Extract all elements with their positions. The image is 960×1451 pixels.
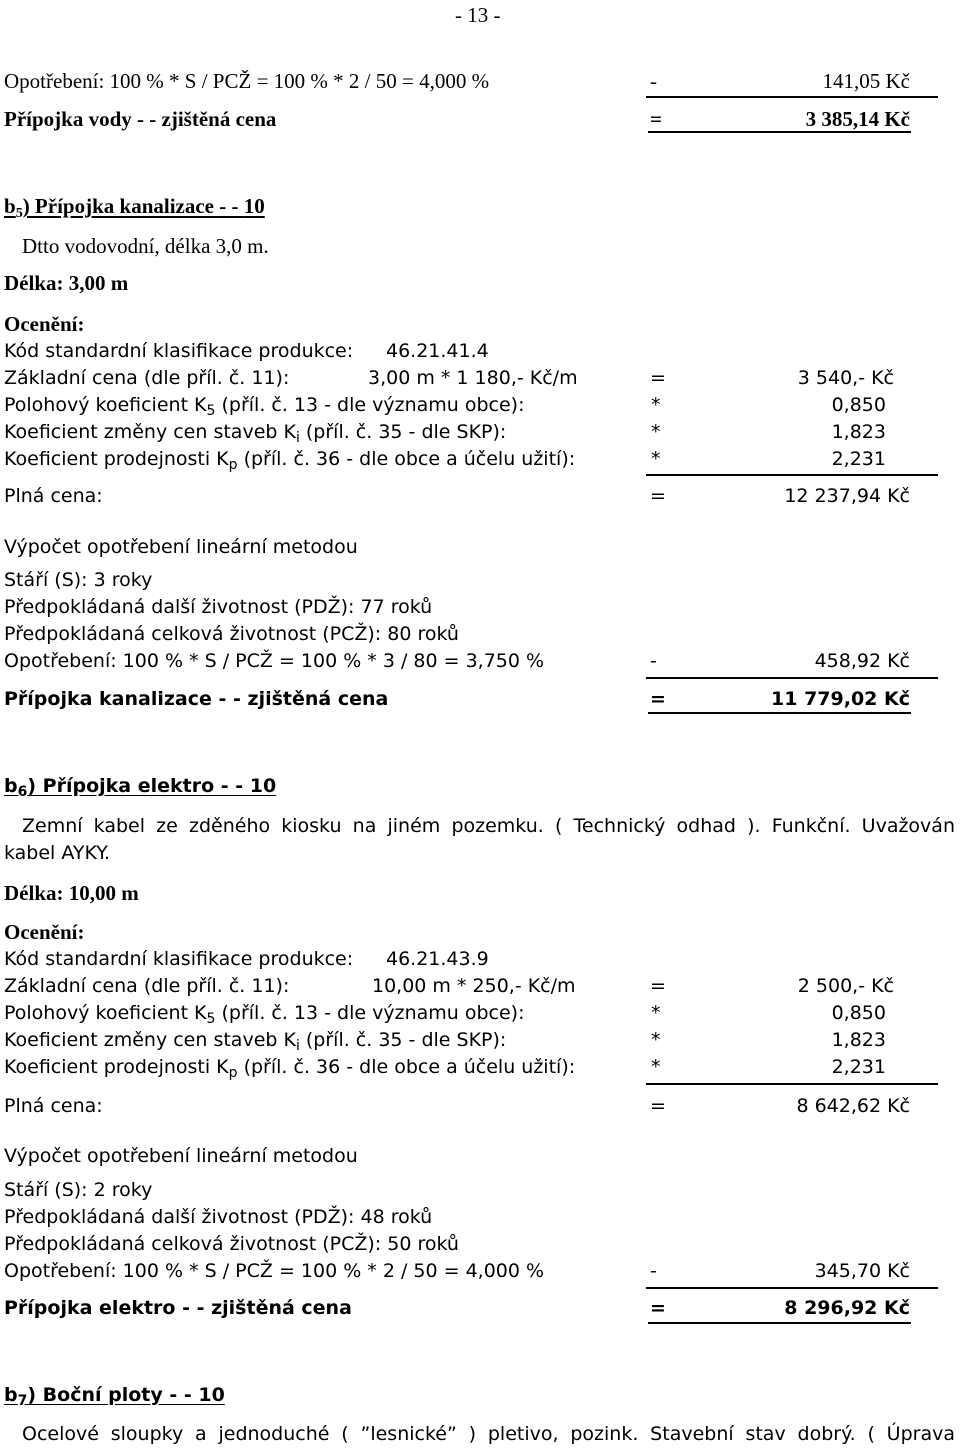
electro-depreciation-rule [646, 1287, 938, 1289]
water-result-label: Přípojka vody - - zjištěná cena [4, 107, 277, 131]
sewer-k5-value: 0,850 [831, 394, 886, 416]
sewer-base-op: = [650, 367, 666, 389]
sewer-base-calc: 3,00 m * 1 180,- Kč/m [368, 367, 578, 389]
sewer-ki-value: 1,823 [831, 421, 886, 443]
water-depreciation-value: 141,05 Kč [822, 69, 910, 93]
electro-heading [4, 775, 277, 800]
water-depreciation-label: Opotřebení: 100 % * S / PCŽ = 100 % * 2 / 50 = 4,000 % [4, 69, 490, 93]
electro-full-price-op: = [650, 1095, 666, 1117]
electro-k5-value: 0,850 [831, 1002, 886, 1024]
fence-description-line1: Ocelové sloupky a jednoduché ( ”lesnické” ) pletivo, pozink. Stavební stav dobrý. ( Úprava [22, 1423, 955, 1445]
sewer-valuation-heading: Ocenění: [4, 312, 85, 336]
electro-ki-value: 1,823 [831, 1029, 886, 1051]
electro-kp-value: 2,231 [831, 1056, 886, 1078]
electro-ki-op: * [651, 1029, 661, 1051]
electro-description-line2: kabel AYKY. [4, 842, 111, 864]
electro-age: Stáří (S): 2 roky [4, 1179, 153, 1201]
sewer-ki-label: Koeficient změny cen staveb $K_i$ (příl. č. 35 - dle SKP): [4, 421, 507, 446]
sewer-code-label: Kód standardní klasifikace produkce: [4, 340, 354, 362]
electro-result-value: 8 296,92 Kč [784, 1297, 910, 1319]
electro-kp-op: * [651, 1056, 661, 1078]
water-result-underline [648, 131, 911, 133]
page-number: - 13 - [455, 3, 501, 27]
electro-result-underline [648, 1322, 911, 1324]
electro-heading-title: $b_6$) Přípojka elektro - - 10 [4, 775, 277, 800]
sewer-code-value: 46.21.41.4 [386, 340, 489, 362]
sewer-coefficients-rule [646, 474, 938, 476]
sewer-kp-label: Koeficient prodejnosti $K_p$ (příl. č. 36 - dle obce a účelu užití): [4, 448, 576, 473]
water-depreciation-op: - [650, 69, 657, 93]
electro-code-value: 46.21.43.9 [386, 948, 489, 970]
sewer-depreciation-label: Opotřebení: 100 % * S / PCŽ = 100 % * 3 / 80 = 3,750 % [4, 650, 545, 672]
electro-ki-label: Koeficient změny cen staveb $K_i$ (příl. č. 35 - dle SKP): [4, 1029, 507, 1054]
sewer-remaining-life: Předpokládaná další životnost (PDŽ): 77 roků [4, 596, 433, 618]
water-result-op: = [650, 107, 662, 131]
water-depreciation-rule [646, 96, 938, 98]
sewer-base-label: Základní cena (dle příl. č. 11): [4, 367, 290, 389]
sewer-full-price-op: = [650, 485, 666, 507]
sewer-kp-value: 2,231 [831, 448, 886, 470]
electro-depreciation-label: Opotřebení: 100 % * S / PCŽ = 100 % * 2 / 50 = 4,000 % [4, 1260, 545, 1282]
electro-remaining-life: Předpokládaná další životnost (PDŽ): 48 roků [4, 1206, 433, 1228]
electro-k5-label: Polohový koeficient $K_5$ (příl. č. 13 - dle významu obce): [4, 1002, 525, 1027]
fence-heading [4, 1384, 225, 1409]
electro-description-line1: Zemní kabel ze zděného kiosku na jiném pozemku. ( Technický odhad ). Funkční. Uvažován [22, 815, 955, 837]
sewer-depreciation-op: - [650, 650, 657, 672]
sewer-full-price-label: Plná cena: [4, 485, 103, 507]
sewer-length: Délka: 3,00 m [4, 271, 129, 295]
electro-base-label: Základní cena (dle příl. č. 11): [4, 975, 290, 997]
sewer-kp-op: * [651, 448, 661, 470]
electro-depreciation-op: - [650, 1260, 657, 1282]
sewer-depreciation-rule [646, 677, 938, 679]
sewer-result-underline [648, 712, 911, 714]
electro-k5-op: * [651, 1002, 661, 1024]
electro-base-value: 2 500,- Kč [797, 975, 894, 997]
electro-result-label: Přípojka elektro - - zjištěná cena [4, 1297, 352, 1319]
sewer-full-price-value: 12 237,94 Kč [784, 485, 910, 507]
electro-depreciation-value: 345,70 Kč [814, 1260, 910, 1282]
electro-code-label: Kód standardní klasifikace produkce: [4, 948, 354, 970]
sewer-ki-op: * [651, 421, 661, 443]
sewer-age: Stáří (S): 3 roky [4, 569, 153, 591]
sewer-result-value: 11 779,02 Kč [771, 688, 910, 710]
electro-valuation-heading: Ocenění: [4, 920, 85, 944]
electro-kp-label: Koeficient prodejnosti $K_p$ (příl. č. 36 - dle obce a účelu užití): [4, 1056, 576, 1081]
electro-coefficients-rule [646, 1083, 938, 1085]
electro-full-price-label: Plná cena: [4, 1095, 103, 1117]
fence-heading-title: $b_7$) Boční ploty - - 10 [4, 1384, 225, 1409]
sewer-result-label: Přípojka kanalizace - - zjištěná cena [4, 688, 389, 710]
sewer-depreciation-value: 458,92 Kč [814, 650, 910, 672]
electro-base-calc: 10,00 m * 250,- Kč/m [372, 975, 576, 997]
sewer-result-op: = [650, 688, 666, 710]
electro-length: Délka: 10,00 m [4, 881, 139, 905]
electro-depreciation-title: Výpočet opotřebení lineární metodou [4, 1145, 358, 1167]
electro-full-price-value: 8 642,62 Kč [796, 1095, 910, 1117]
sewer-k5-label: Polohový koeficient $K_5$ (příl. č. 13 - dle významu obce): [4, 394, 525, 419]
sewer-base-value: 3 540,- Kč [797, 367, 894, 389]
sewer-heading-title: $b_5$) Přípojka kanalizace - - 10 [4, 194, 265, 221]
sewer-heading [4, 194, 265, 221]
sewer-depreciation-title: Výpočet opotřebení lineární metodou [4, 536, 358, 558]
sewer-k5-op: * [651, 394, 661, 416]
water-result-value: 3 385,14 Kč [805, 107, 910, 131]
electro-total-life: Předpokládaná celková životnost (PCŽ): 50 roků [4, 1233, 459, 1255]
electro-result-op: = [650, 1297, 666, 1319]
electro-base-op: = [650, 975, 666, 997]
sewer-description: Dtto vodovodní, délka 3,0 m. [22, 234, 269, 258]
sewer-total-life: Předpokládaná celková životnost (PCŽ): 80 roků [4, 623, 459, 645]
